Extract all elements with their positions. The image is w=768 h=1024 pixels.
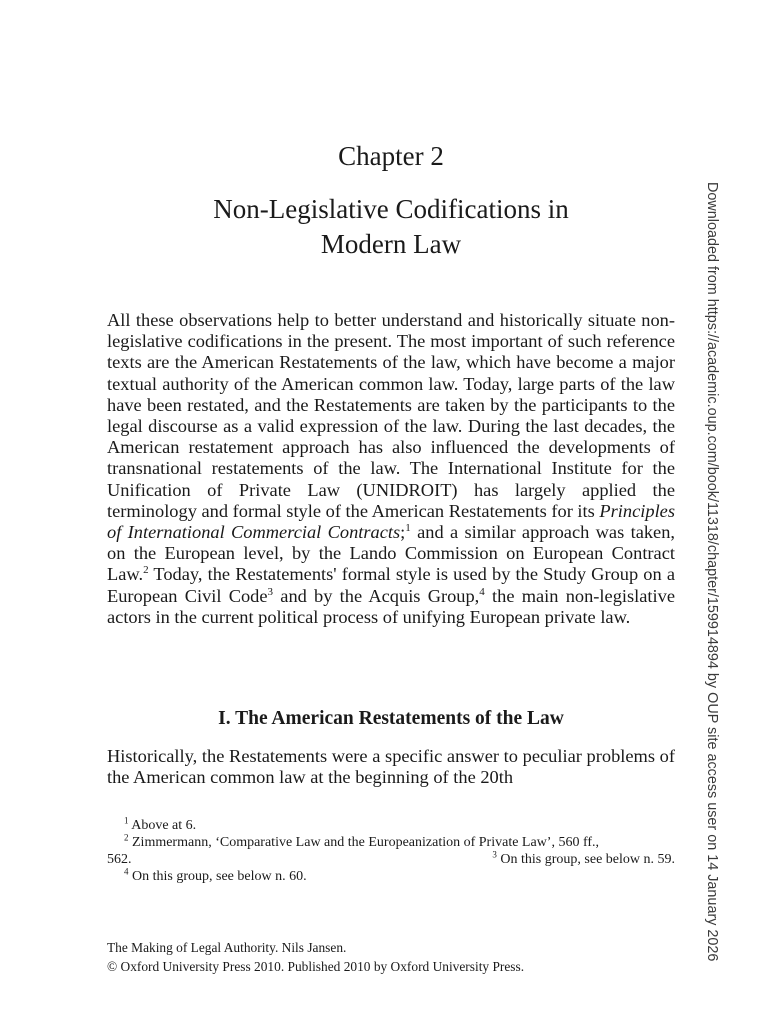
- footnote-3-number: 3: [492, 849, 497, 860]
- footnote-1-number: 1: [124, 815, 129, 826]
- footnote-4-text: On this group, see below n. 60.: [128, 869, 307, 884]
- section-heading: I. The American Restatements of the Law: [218, 708, 564, 729]
- chapter-title-line-1: Non-Legislative Codifications in: [213, 194, 569, 224]
- footnote-ref-3[interactable]: 3: [267, 585, 274, 598]
- footnote-2-text: Zimmermann, ‘Comparative Law and the Europeanization of Private Law’, 560 ff.,: [128, 835, 600, 850]
- publisher-info: [107, 938, 524, 976]
- intro-text-3: and a similar approach was taken, on the European level, by the Lando Commission on European Contract Law.: [107, 522, 676, 585]
- footnote-3: [492, 851, 675, 868]
- intro-text-4: Today, the Restatements' formal style is used by the Study Group on a European Civil Code: [107, 564, 675, 606]
- footnote-2-continuation: 562.: [107, 852, 132, 867]
- chapter-title-line-2: Modern Law: [320, 229, 462, 259]
- footnote-ref-1[interactable]: 1: [405, 521, 411, 534]
- footnote-3-text: On this group, see below n. 59.: [496, 852, 675, 867]
- footnote-1: [107, 817, 675, 834]
- intro-text-1: All these observations help to better understand and historically situate non-legislative codifications in the present. The most important of such reference texts are the American Restatements of the law, which have become a major textual authority of the American common law. Today, large parts of the law have been restated, and the Restatements are taken by the participants to the legal discourse as a valid expression of the law. During the last decades, the American restatement approach has also influenced the developments of transnational restatements of the law. The International Institute for the Unification of Private Law (UNIDROIT) has largely applied the terminology and formal style of the American Restatements for its: [107, 310, 675, 521]
- intro-text-5: and by the Acquis Group,: [273, 585, 480, 606]
- chapter-title: [0, 192, 768, 262]
- section-paragraph: Historically, the Restatements were a specific answer to peculiar problems of the American common law at the beginning of the 20th: [107, 746, 675, 788]
- publisher-line-1: The Making of Legal Authority. Nils Jansen.: [107, 940, 347, 955]
- intro-text-6: the main non-legislative actors in the current political process of unifying European private law.: [107, 585, 676, 627]
- footnotes: [107, 817, 675, 885]
- intro-italic-title: Principles of International Commercial Contracts: [107, 500, 675, 543]
- footnote-2: [107, 834, 675, 851]
- intro-paragraph: [107, 310, 675, 628]
- footnote-2-number: 2: [124, 832, 129, 843]
- chapter-label: Chapter 2: [338, 141, 444, 171]
- download-watermark: Downloaded from https://academic.oup.com/book/11318/chapter/159914894 by OUP site access user on 14 January 2026: [704, 182, 720, 962]
- footnote-4: [107, 868, 675, 885]
- footnote-4-number: 4: [124, 866, 129, 877]
- footnote-row-2-3: [107, 851, 675, 868]
- publisher-line-2: © Oxford University Press 2010. Published 2010 by Oxford University Press.: [107, 959, 525, 974]
- intro-text-2: ;: [400, 522, 406, 543]
- footnote-1-text: Above at 6.: [128, 818, 197, 833]
- footnote-ref-4[interactable]: 4: [479, 585, 485, 598]
- footnote-ref-2[interactable]: 2: [143, 564, 149, 577]
